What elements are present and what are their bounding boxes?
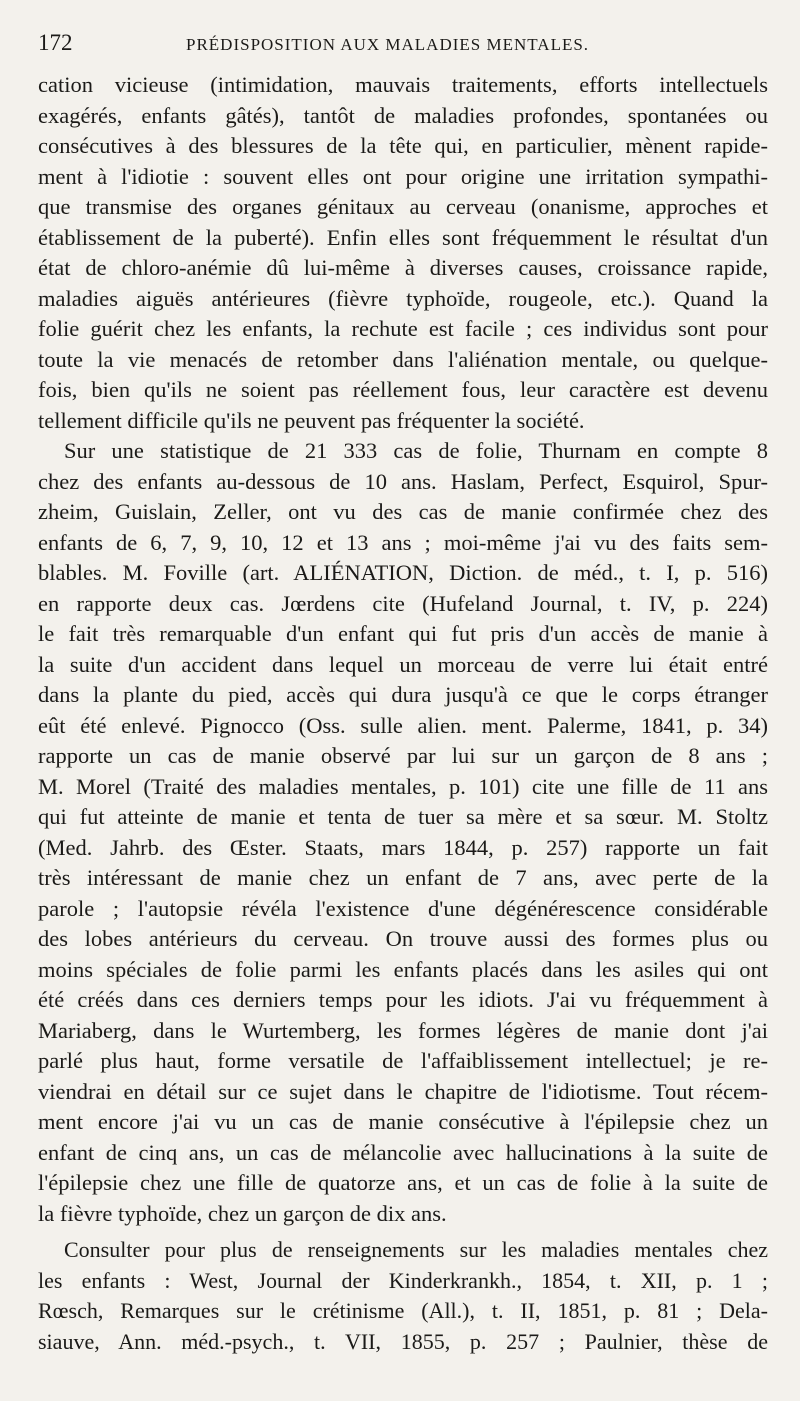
text-line: folie guérit chez les enfants, la rechute est facile ; ces individus sont pour (38, 316, 768, 341)
text-line: état de chloro-anémie dû lui-même à diverses causes, croissance rapide, (38, 255, 768, 280)
text-line: le fait très remarquable d'un enfant qui fut pris d'un accès de manie à (38, 621, 768, 646)
text-line: ment encore j'ai vu un cas de manie consécutive à l'épilepsie chez un (38, 1109, 768, 1134)
text-line: M. Morel (Traité des maladies mentales, p. 101) cite une fille de 11 ans (38, 773, 768, 799)
text-line: ment à l'idiotie : souvent elles ont pour origine une irritation sympathi- (38, 163, 768, 189)
text-line: que transmise des organes génitaux au cerveau (onanisme, approches et (38, 194, 768, 219)
text-line: moins spéciales de folie parmi les enfants placés dans les asiles qui ont (38, 956, 768, 982)
text-line: Sur une statistique de 21 333 cas de folie, Thurnam en compte 8 (64, 438, 768, 463)
text-line: été créés dans ces derniers temps pour les idiots. J'ai vu fréquemment à (38, 987, 768, 1012)
text-line: l'épilepsie chez une fille de quatorze ans, et un cas de folie à la suite de (38, 1170, 768, 1195)
footnote-paragraph (38, 1235, 768, 1357)
running-head: PRÉDISPOSITION AUX MALADIES MENTALES. (186, 35, 590, 54)
text-line: viendrai en détail sur ce sujet dans le chapitre de l'idiotisme. Tout récem- (38, 1078, 768, 1104)
text-line: très intéressant de manie chez un enfant de 7 ans, avec perte de la (38, 865, 768, 890)
text-line: blables. M. Foville (art. ALIÉNATION, Diction. de méd., t. I, p. 516) (38, 560, 768, 585)
text-line: siauve, Ann. méd.-psych., t. VII, 1855, p. 257 ; Paulnier, thèse de (38, 1328, 768, 1354)
text-line: rapporte un cas de manie observé par lui sur un garçon de 8 ans ; (38, 743, 768, 768)
text-line: consécutives à des blessures de la tête qui, en particulier, mènent rapide- (38, 133, 768, 158)
text-line: dans la plante du pied, accès qui dura jusqu'à ce que le corps étranger (38, 682, 768, 707)
text-line: maladies aiguës antérieures (fièvre typhoïde, rougeole, etc.). Quand la (38, 285, 768, 311)
page-header (38, 30, 768, 70)
text-line: enfant de cinq ans, un cas de mélancolie avec hallucinations à la suite de (38, 1139, 768, 1165)
text-line: qui fut atteinte de manie et tenta de tuer sa mère et sa sœur. M. Stoltz (38, 804, 768, 829)
text-line: des lobes antérieurs du cerveau. On trouve aussi des formes plus ou (38, 926, 768, 951)
text-line: établissement de la puberté). Enfin elles sont fréquemment le résultat d'un (38, 224, 768, 250)
text-line: en rapporte deux cas. Jœrdens cite (Hufeland Journal, t. IV, p. 224) (38, 590, 768, 616)
text-line: Rœsch, Remarques sur le crétinisme (All.), t. II, 1851, p. 81 ; Dela- (38, 1298, 768, 1323)
text-line: chez des enfants au-dessous de 10 ans. Haslam, Perfect, Esquirol, Spur- (38, 468, 768, 494)
text-line: eût été enlevé. Pignocco (Oss. sulle alien. ment. Palerme, 1841, p. 34) (38, 712, 768, 738)
text-line: exagérés, enfants gâtés), tantôt de maladies profondes, spontanées ou (38, 102, 768, 128)
text-line: parlé plus haut, forme versatile de l'affaiblissement intellectuel; je re- (38, 1048, 768, 1073)
text-line: parole ; l'autopsie révéla l'existence d'une dégénérescence considérable (38, 895, 768, 921)
text-line: Mariaberg, dans le Wurtemberg, les formes légères de manie dont j'ai (38, 1017, 768, 1043)
text-line: (Med. Jahrb. des Œster. Staats, mars 1844, p. 257) rapporte un fait (38, 834, 768, 860)
page-number: 172 (38, 30, 73, 55)
text-line: la fièvre typhoïde, chez un garçon de dix ans. (38, 1200, 447, 1226)
paragraph-1 (38, 70, 768, 436)
text-line: les enfants : West, Journal der Kinderkrankh., 1854, t. XII, p. 1 ; (38, 1267, 768, 1293)
text-line: Consulter pour plus de renseignements sur les maladies mentales chez (64, 1237, 768, 1262)
text-line: zheim, Guislain, Zeller, ont vu des cas de manie confirmée chez des (38, 499, 768, 524)
text-line: toute la vie menacés de retomber dans l'aliénation mentale, ou quelque- (38, 346, 768, 372)
text-line: fois, bien qu'ils ne soient pas réellement fous, leur caractère est devenu (38, 377, 768, 402)
text-line: tellement difficile qu'ils ne peuvent pas fréquenter la société. (38, 407, 585, 433)
paragraph-2 (38, 436, 768, 1229)
text-line: enfants de 6, 7, 9, 10, 12 et 13 ans ; moi-même j'ai vu des faits sem- (38, 529, 768, 555)
text-line: cation vicieuse (intimidation, mauvais traitements, efforts intellectuels (38, 72, 768, 97)
text-line: la suite d'un accident dans lequel un morceau de verre lui était entré (38, 651, 768, 677)
